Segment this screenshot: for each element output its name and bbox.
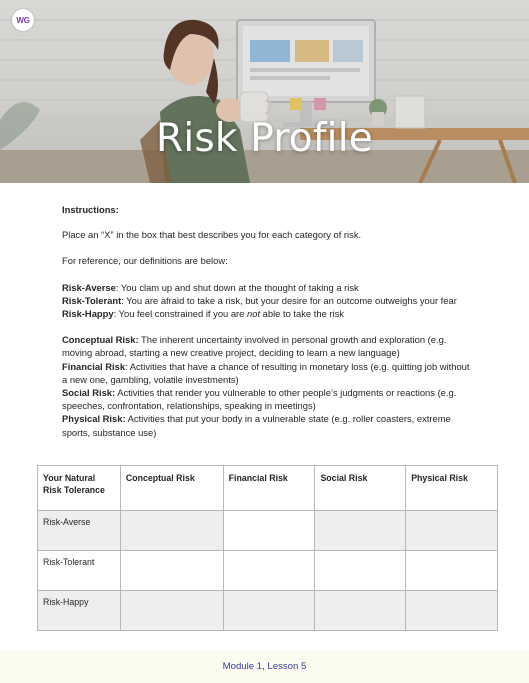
page-title: Risk Profile	[156, 116, 373, 161]
definition-term: Risk-Tolerant	[62, 294, 122, 306]
table-cell[interactable]	[406, 551, 498, 591]
hero-banner	[0, 0, 529, 183]
definition-term: Physical Risk:	[62, 413, 126, 425]
table-cell[interactable]	[315, 511, 406, 551]
instructions-section	[62, 203, 472, 439]
risk-profile-table	[37, 465, 498, 631]
definition-term: Risk-Averse	[62, 281, 116, 293]
definition-emphasis: not	[247, 308, 261, 320]
logo-text: WG	[16, 15, 30, 25]
definition-text: : You feel constrained if you are	[113, 308, 248, 320]
instructions-heading: Instructions:	[62, 204, 119, 215]
definition-term: Financial Risk	[62, 360, 126, 372]
instructions-reference: For reference, our definitions are below:	[62, 255, 228, 267]
definition-text: Activities that render you vulnerable to other people’s judgments or reactions (e.g. speeches, confrontation, relationships, speaking in meetings)	[62, 387, 457, 412]
logo[interactable]	[12, 9, 34, 31]
table-cell[interactable]	[406, 591, 498, 631]
definition-text: : Activities that have a chance of resulting in monetary loss (e.g. quitting job without a new one, gambling, volatile investments)	[62, 360, 470, 385]
table-cell[interactable]	[223, 551, 315, 591]
definition-risk-tolerant	[62, 294, 472, 307]
table-cell[interactable]	[223, 511, 315, 551]
table-cell[interactable]	[315, 591, 406, 631]
column-header: Financial Risk	[223, 466, 315, 511]
footer-lesson-label: Module 1, Lesson 5	[222, 661, 307, 672]
definition-text: able to take the risk	[260, 308, 344, 320]
definition-text: : You clam up and shut down at the thought of taking a risk	[115, 281, 359, 293]
definition-term: Social Risk:	[62, 387, 116, 399]
table-header-row	[38, 466, 498, 511]
definition-term: Conceptual Risk:	[62, 334, 139, 346]
table-cell[interactable]	[120, 591, 223, 631]
column-header: Physical Risk	[406, 466, 498, 511]
footer	[0, 650, 529, 683]
instructions-intro: Place an “X” in the box that best describes you for each category of risk.	[62, 229, 362, 241]
definition-risk-averse	[62, 281, 472, 294]
table-row	[38, 551, 498, 591]
definition-term: Risk-Happy	[62, 308, 114, 320]
table-row	[38, 591, 498, 631]
definition-conceptual-risk	[62, 333, 472, 359]
column-header: Social Risk	[315, 466, 406, 511]
definition-text: : You are afraid to take a risk, but your desire for an outcome outweighs your fear	[121, 294, 457, 306]
definition-financial-risk	[62, 360, 472, 386]
row-label: Risk-Averse	[38, 511, 121, 551]
table-cell[interactable]	[120, 511, 223, 551]
definition-text: Activities that put your body in a vulnerable state (e.g. roller coasters, extreme sports, substance use)	[62, 413, 451, 438]
definition-physical-risk	[62, 412, 472, 438]
definition-risk-happy	[62, 307, 472, 320]
definition-social-risk	[62, 386, 472, 412]
table-cell[interactable]	[120, 551, 223, 591]
definition-text: The inherent uncertainty involved in personal growth and exploration (e.g. moving abroad, starting a new creative project, deciding to learn a new language)	[62, 334, 447, 359]
table-cell[interactable]	[406, 511, 498, 551]
table-row	[38, 511, 498, 551]
column-header: Conceptual Risk	[120, 466, 223, 511]
row-label: Risk-Tolerant	[38, 551, 121, 591]
table-cell[interactable]	[223, 591, 315, 631]
column-header: Your Natural Risk Tolerance	[38, 466, 121, 511]
table-cell[interactable]	[315, 551, 406, 591]
row-label: Risk-Happy	[38, 591, 121, 631]
